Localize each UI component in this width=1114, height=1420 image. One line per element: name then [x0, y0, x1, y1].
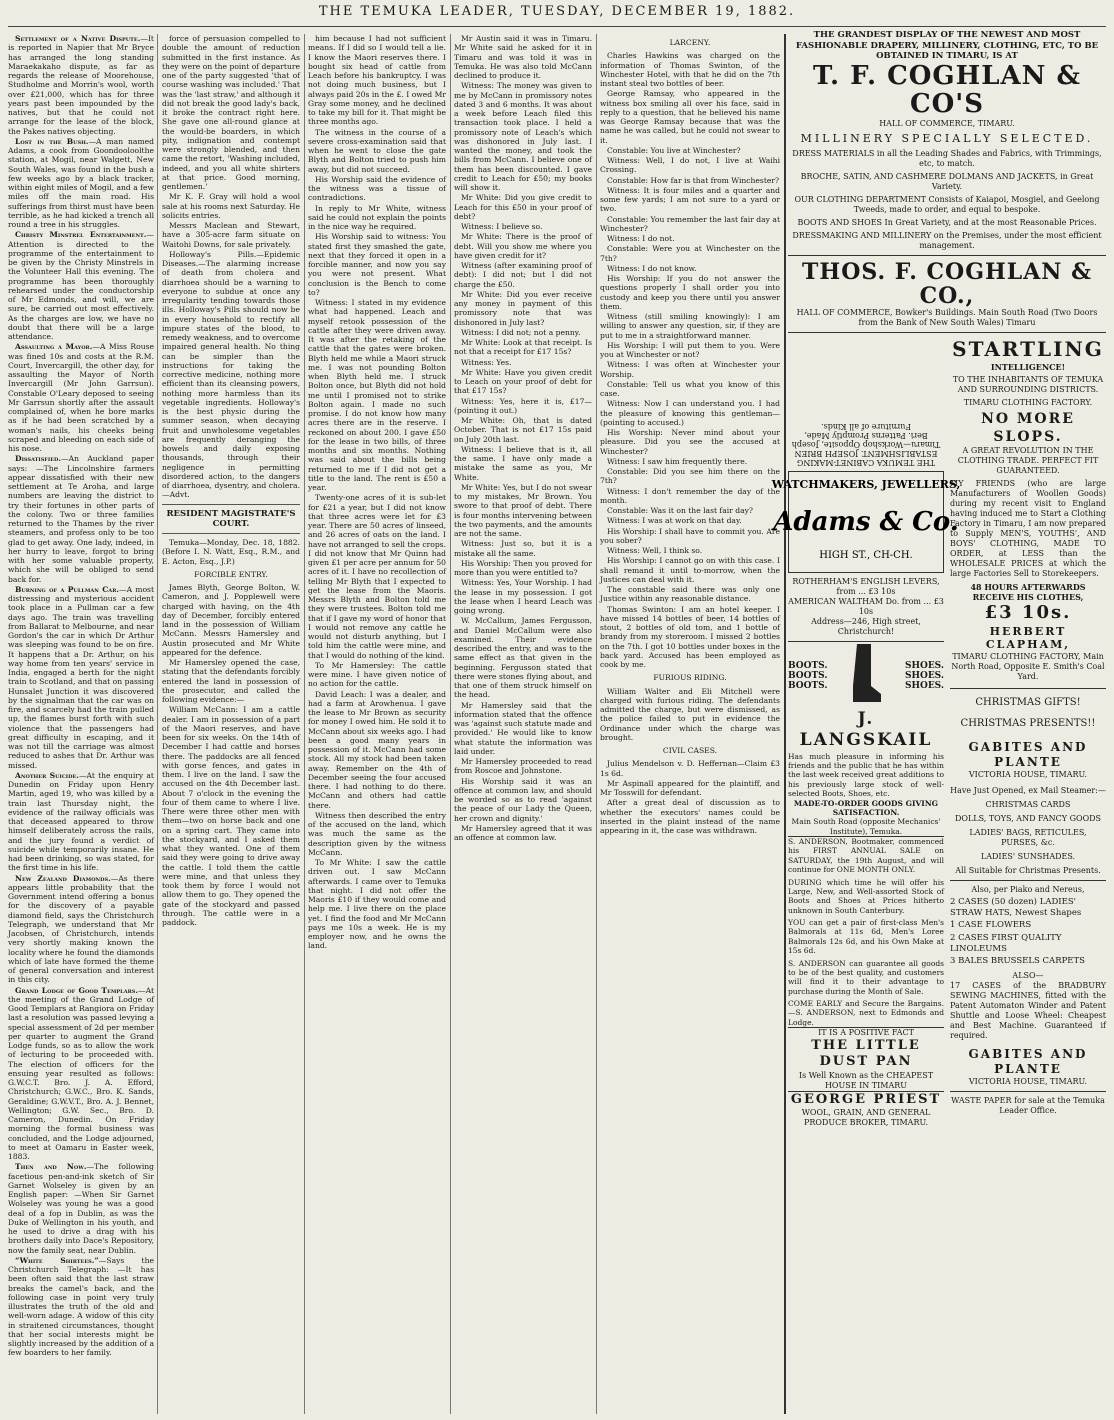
- paragraph-text: —An Auckland paper says: —The Lincolnshire farmers appear dissatisfied with their new settlement at Te Aroha, and large numbers are leaving the district to try their fortunes in other parts of the colony. Two or three families returned to the Thames by the river steamers, and profess only to be too glad to get away. One lady, indeed, in her hurry to leave, forgot to bring with her some valuable property, which she will be obliged to send back for.: [8, 454, 154, 584]
- anderson-3: YOU can get a pair of first-class Men's Balmorals at 11s 6d, Men's Loree Balmorals 12s 6d, and his Own Make at 15s 6d.: [788, 918, 944, 956]
- paragraph: [600, 186, 780, 214]
- ad-rule: [950, 688, 1106, 689]
- paragraph-text: Witness: I did not; not a penny.: [461, 327, 581, 337]
- coghlan-heading: THE GRANDEST DISPLAY OF THE NEWEST AND MOST FASHIONABLE DRAPERY, MILLINERY, CLOTHING, ETC, TO BE OBTAINED IN TIMARU, IS AT: [795, 30, 1099, 62]
- paragraph-text: —Says the Christchurch Telegraph: —It has been often said that the last straw breaks the camel's back, and the following case in point very truly illustrates the truth of the old and well-worn adage. A widow of this city in straitened circumstances, thought that her social interests might be slightly increased by the addition of a few boarders to her family.: [8, 1255, 154, 1358]
- paragraph: [454, 222, 592, 231]
- paragraph-text: Constable: Tell us what you know of this case.: [600, 379, 780, 398]
- paragraph-heading: Another Suicide.: [15, 770, 79, 780]
- clapham-name: HERBERT CLAPHAM,: [985, 624, 1071, 652]
- paragraph-text: Witness: I do not.: [607, 234, 675, 243]
- paragraph: [454, 397, 592, 416]
- ads-left-column: [771, 337, 961, 1128]
- paragraph-text: Constable: Was it on the last fair day?: [607, 506, 753, 515]
- paragraph: [162, 705, 300, 927]
- paragraph: [600, 467, 780, 486]
- column-1: [8, 34, 154, 1414]
- goods-list-item: 1 CASE FLOWERS: [950, 920, 1032, 931]
- paragraph: [600, 341, 780, 360]
- paragraph: [454, 701, 592, 757]
- goods-list-item: 2 CASES FIRST QUALITY LINOLEUMS: [950, 933, 1062, 954]
- startling-sub: INTELLIGENCE!: [990, 362, 1066, 373]
- coghlan-name: T. F. COGHLAN & CO'S: [813, 60, 1081, 120]
- clapham-address: TIMARU CLOTHING FACTORY, Main North Road, Opposite E. Smith's Coal Yard.: [951, 652, 1105, 682]
- paragraph-text: To Mr White: I saw the cattle driven out. I saw McCann afterwards. I came over to Temuka that night. I did not offer the Maoris £10 if they would come and help me. I live there on the place yet. I find the food and Mr McCann pays me 10s a week. He is my employer now, and he owns the land.: [308, 858, 446, 951]
- rotherham-line: ROTHERHAM'S ENGLISH LEVERS, from ... £3 10s: [792, 577, 940, 597]
- hours-text: 48 HOURS AFTERWARDS RECEIVE HIS CLOTHES,: [970, 582, 1086, 603]
- paragraph-text: Holloway's Pills.—Epidemic Diseases.—The alarming increase of death from cholera and diarrhoea should be a warning to everyone to subdue at once any irregularity tending towards those ills. Holloway's Pills should now be in every household to rectify all impure states of the blood, to remedy weakness, and to overcome impaired general health. No thing can be simpler than the instructions for taking the corrective medicine, nothing more efficient than its cleansing powers, nothing more harmless than its vegetable ingredients. Holloway's is the best physic during the summer season, when decaying fruit and unwholesome vegetables are frequently deranging the bowels and daily exposing thousands, through their negligence in permitting disordered action, to the dangers of diarrhoea, dysentry, and cholera.—Advt.: [162, 249, 300, 500]
- paragraph-heading: Christy Minstrel Entertainment.: [15, 230, 147, 240]
- paragraph: [308, 811, 446, 857]
- christmas-gifts: CHRISTMAS GIFTS!: [975, 697, 1081, 709]
- paragraph-text: Constable: You live at Winchester?: [607, 145, 741, 155]
- paragraph: [454, 328, 592, 337]
- christmas-presents: CHRISTMAS PRESENTS!!: [960, 717, 1096, 729]
- ads-split: [771, 337, 1106, 1128]
- adams-location: HIGH ST., CH-CH.: [819, 550, 913, 562]
- sewing-text: 17 CASES of the BRADBURY SEWING MACHINES, fitted with the Patent Automaton Winder and Patent Shuttle and Loose Wheel: Cheapest and Best Machine. Guaranteed if required.: [950, 980, 1106, 1040]
- coghlan-hall: HALL OF COMMERCE, TIMARU.: [879, 119, 1015, 129]
- no-more-slops: NO MORE SLOPS.: [981, 411, 1075, 445]
- paragraph-heading: Lost in the Bush.: [15, 136, 89, 146]
- paragraph-text: Witness (after examining proof of debt): I did not; but I did not charge the £50.: [454, 261, 592, 289]
- paragraph-text: His Worship said to witness: You stated first they smashed the gate, next that they forced it open in a forcible manner, and now you say you were not present. What conclusion is the Bench to come to?: [308, 232, 446, 297]
- paragraph: [454, 232, 592, 260]
- paragraph-text: James Blyth, George Bolton, W. Cameron, and J. Popplewell were charged with having, on the 4th day of December, forcibly entered land in the possession of William McCann. Messrs Hamersley and Austin prosecuted and Mr White appeared for the defence.: [162, 583, 300, 657]
- factory-title: TIMARU CLOTHING FACTORY.: [963, 398, 1093, 408]
- paragraph: [8, 1256, 154, 1358]
- paragraph: [308, 175, 446, 203]
- paragraph: [600, 779, 780, 798]
- paragraph: [162, 250, 300, 500]
- startling-title: STARTLING: [952, 337, 1104, 362]
- anderson-4: S. ANDERSON can guarantee all goods to be of the best quality, and customers will find it to their advantage to purchase during the Month of Sale.: [788, 958, 944, 996]
- coghlan-ad: [788, 30, 1106, 333]
- paragraph: [600, 312, 780, 340]
- column-divider: [596, 34, 597, 1414]
- paragraph-text: —A most distressing and mysterious accident took place in a Pullman car a few days ago. The train was travelling from Ballarat to Melbourne, and near Gordon's the car in which Dr Arthur was sleeping was found to be on fire. It happens that a Dr. Arthur, on his way home from ten years' service in India, engaged a berth for the night train to Scotland, and that on passing Hunsalet Junction it was discovered by the signalman that the car was on fire, and scarcely had the train pulled up, the flames burst forth with such violence that the passengers had great difficulty in escaping, and it was not till the carriage was almost reduced to ashes that Dr. Arthur was missed.: [8, 584, 154, 770]
- paragraph-text: His Worship: If you do not answer the questions properly I shall order you into custody and keep you there until you answer them.: [600, 274, 780, 311]
- paragraph-text: Witness: Yes.: [461, 357, 512, 367]
- opened-text: Have Just Opened, ex Mail Steamer:—: [950, 786, 1106, 796]
- paragraph: [600, 244, 780, 263]
- dolls-text: DOLLS, TOYS, AND FANCY GOODS: [954, 814, 1102, 824]
- anderson-5: COME EARLY and Secure the Bargains.—S. ANDERSON, next to Edmonds and Lodge.: [788, 999, 944, 1027]
- langskail-custom: MADE-TO-ORDER GOODS GIVING SATISFACTION.: [793, 798, 939, 817]
- paragraph: [600, 399, 780, 427]
- paragraph-text: —A Miss Rouse was fined 10s and costs at the R.M. Court, Invercargill, the other day, for assaulting the Mayor of North Invercargill (Mr John Garrsun). Constable O'Leary deposed to seeing Mr Garrsun shortly after the assault complained of, when he bore marks as if he had been scratched by a woman's nails, his cheeks being scraped and bleeding on each side of his nose.: [8, 342, 154, 453]
- goods-list-item: 3 BALES BRUSSELS CARPETS: [950, 956, 1086, 967]
- paragraph-heading: Dissatisfied.: [15, 454, 61, 464]
- paragraph-text: Constable: You remember the last fair day at Winchester?: [600, 214, 780, 233]
- paragraph-text: Mr White: Yes, but I do not swear to my mistakes, Mr Brown. You swore to that proof of debt. There is four months intervening between the two payments, and the amounts are not the same.: [454, 482, 593, 538]
- paragraph-text: His Worship: I shall have to commit you. Are you sober?: [600, 526, 780, 545]
- paragraph: [454, 416, 592, 444]
- masthead: THE TEMUKA LEADER, TUESDAY, DECEMBER 19, 1882.: [318, 4, 796, 19]
- inverted-advert: THE TEMUKA CABINET-MAKING ESTABLISHMENT. JOSEPH BRIEN Timaru—Workshop Opposite, Joseph Beri. Patterns Promptly Made, Furniture of all Kinds.: [791, 422, 941, 468]
- paragraph-text: —At the meeting of the Grand Lodge of Good Templars at Rangiora on Friday last a resolution was passed levying a special assessment of 2d per member per quarter to augment the Grand Lodge funds, so as to allow the work of lecturing to be proceeded with. The election of officers for the ensuing year resulted as follows: G.W.C.T. Bro. J. A. Efford, Christchurch; G.W.C., Bro. K. Sands, Geraldine; G.W.V.T., Bro. A. J. Bennet, Wellington; G.W. Sec., Bro. D. Cameron, Dunedin. On Friday morning the formal business was concluded, and the Lodge adjourned, to meet at Oamaru in Easter week, 1883.: [8, 985, 154, 1161]
- paragraph: [454, 539, 592, 558]
- paragraph-heading: Assaulting a Mayor.: [15, 342, 93, 352]
- gabites-name-2: GABITES AND PLANTE: [968, 1046, 1088, 1076]
- ads-right-column: [950, 337, 1106, 1128]
- subheading: FURIOUS RIDING.: [653, 673, 727, 683]
- paragraph-text: Temuka—Monday, Dec. 18, 1882. (Before I. N. Watt, Esq., R.M., and E. Acton, Esq., J.P.): [162, 538, 300, 566]
- sunshades-text: LADIES' SUNSHADES.: [980, 852, 1076, 862]
- paragraph: [600, 585, 780, 604]
- paragraph-text: W. McCallum, James Fergusson, and Daniel McCallum were also examined. Their evidence described the entry, and was to the same effect as that given in the beginning. Fergusson stated that there were stones flying about, and that one of them struck himself on the head.: [454, 616, 592, 700]
- paragraph-text: Mr Hamersley opened the case, stating that the defendants forcibly entered the land in possession of the prosecutor, and called the following evidence:—: [162, 658, 300, 705]
- paragraph: [8, 454, 154, 584]
- bags-text: LADIES' BAGS, RETICULES, PURSES, &c.: [969, 828, 1087, 848]
- revolution-text: A GREAT REVOLUTION IN THE CLOTHING TRADE. PERFECT FIT GUARANTEED.: [957, 446, 1099, 476]
- paragraph: [600, 380, 780, 399]
- paragraph-heading: “White Shirtees.”: [15, 1255, 99, 1265]
- paragraph: [454, 559, 592, 578]
- watchmakers-text: WATCHMAKERS, JEWELLERS,: [771, 478, 961, 492]
- paragraph-text: His Worship: I cannot go on with this case. I shall remand it until to-morrow, when the Justices can deal with it.: [600, 556, 780, 584]
- dustpan-ad: [788, 1028, 944, 1091]
- paragraph: [8, 874, 154, 985]
- adams-logo-graphic: [771, 472, 961, 572]
- gabites-name: GABITES AND PLANTE: [968, 740, 1088, 770]
- advertisements: [771, 30, 1106, 1416]
- ad-rule: [788, 255, 1106, 256]
- cards-text: CHRISTMAS CARDS: [985, 800, 1071, 810]
- paragraph-text: Mr White: Did you ever receive any money in payment of this promissory note that was dishonored in July last?: [454, 289, 592, 327]
- langskail-ad: [788, 709, 944, 836]
- paragraph: [454, 81, 592, 192]
- paragraph: [162, 192, 300, 220]
- paragraph-text: Witness: I stated in my evidence what had happened. Leach and myself retook possession of the cattle after they were driven away. It was after the retaking of the cattle that the gates were broken. Blyth held me while a Maori struck me. I was not pounding Bolton when Blyth held me. I struck Bolton once, but Blyth did not hold me until I promised not to strike Bolton again. I made no such promise. I do not know how many acres there are in the reserve. I reckoned on about 200. I gave £50 for the lease in two bills, of three months and six months. Nothing was said about the bills being returned to me if I did not get a title to the land. The rent is £50 a year.: [308, 298, 446, 492]
- paragraph-text: His Worship: Then you proved for more than you were entitled to?: [454, 558, 592, 577]
- column-5: [600, 34, 780, 1414]
- paragraph: [308, 493, 446, 660]
- paragraph: [600, 516, 780, 525]
- paragraph-text: him because I had not sufficient means. If I did so I would tell a lie. I know the Maori reserves there. I bought six head of cattle from Leach before his bankruptcy. I was not doing much business, but I always paid 20s in the £. I owed Mr Gray some money, and he declined to take my bill for it. That might be three months ago.: [308, 34, 446, 127]
- startling-ad: [950, 337, 1106, 682]
- waltham-line: AMERICAN WALTHAM Do. from ... £3 10s: [788, 597, 944, 617]
- paragraph: [600, 556, 780, 584]
- paragraph: [454, 290, 592, 327]
- paragraph: [8, 771, 154, 873]
- paragraph-text: William McCann: I am a cattle dealer. I am in possession of a part of the Maori reserves, and have been for six weeks. On the 14th of December I had cattle and horses there. The paddocks are all fenced with gorse fences, and gates in them. I live on the land. I saw the accused on the 4th December last. About 7 o'clock in the evening the four of them came to where I live. There were three other men with them—two on horse back and one on a spring cart. They came into the stockyard, and I asked them what they wanted. One of them said they were going to drive away the cattle. I told them the cattle were mine, and that unless they took them by force I would not allow them to go. They opened the gate of the stockyard and passed through. The cattle were in a paddock.: [162, 705, 300, 928]
- paragraph-text: Witness: Yes, here it is, £17—(pointing it out.): [454, 396, 592, 415]
- paragraph-text: Mr Aspinall appeared for the plaintiff, and Mr Tosswill for defendant.: [600, 778, 780, 797]
- paragraph-text: Mr Austin said it was in Timaru. Mr White said he asked for it in Timaru and was told it was in Temuka. He was also told McCann declined to produce it.: [454, 34, 592, 80]
- paragraph: [162, 34, 300, 191]
- boots-text: BOOTS. BOOTS. BOOTS.: [788, 660, 828, 691]
- section-title: RESIDENT MAGISTRATE'S COURT.: [166, 508, 296, 529]
- paragraph-text: Witness then described the entry of the accused on the land, which was much the same as the description given by the witness McCann.: [308, 810, 446, 857]
- paragraph: [600, 487, 780, 506]
- paragraph: [308, 204, 446, 232]
- paragraph-text: Twenty-one acres of it is sub-let for £21 a year, but I did not know that three acres were let for £3 year. There are 50 acres of linseed, and 26 acres of oats on the land. I have not arranged to sell the crops. I did not know that Mr Quinn had given £1 per acre per annum for 50 acres of it. I have no recollection of telling Mr Blyth that I expected to get the lease from the Maoris. Messrs Blyth and Bolton told me they were trustees. Bolton told me that if I gave my word of honor that I would not remove any cattle he would not disturb anything, but I told him the cattle were mine, and that I would do nothing of the kind.: [308, 493, 446, 660]
- price-text: £3 10s.: [984, 602, 1072, 624]
- column-3: [308, 34, 446, 1414]
- paragraph: [600, 51, 780, 88]
- paragraph-text: Witness: I believe that is it, all the same. I have only made a mistake the same as you, Mr White.: [454, 444, 592, 482]
- paragraph-text: Witness: I believe so.: [461, 222, 543, 231]
- anderson-2: DURING which time he will offer his Large, New, and Well-assorted Stock of Boots and Shoes at Prices hitherto unknown in South Canterbury.: [788, 877, 944, 915]
- section-rule: [162, 504, 300, 505]
- paragraph-text: Witness: I saw him frequently there.: [607, 456, 748, 466]
- langskail-name: J. LANGSKAIL: [799, 709, 933, 751]
- column-divider: [157, 34, 158, 1414]
- paragraph: [600, 274, 780, 311]
- paragraph-text: George Ramsay, who appeared in the witness box smiling all over his face, said in reply to a question, that he believed his name was George Ramsay because that was the name he was called, but he could not swear to it.: [600, 89, 780, 145]
- coghlan2-name: THOS. F. COGHLAN & CO.,: [802, 258, 1092, 309]
- paragraph: [600, 146, 780, 155]
- paragraph-text: Witness: It is four miles and a quarter and some few yards; I am not sure to a yard or two.: [600, 185, 780, 214]
- paragraph: [8, 230, 154, 341]
- paragraph: [454, 338, 592, 357]
- paragraph-heading: Grand Lodge of Good Templars.: [15, 985, 138, 995]
- paragraph: [600, 264, 780, 273]
- also-text: ALSO—: [1012, 970, 1044, 980]
- dustpan-text: Is Well Known as the CHEAPEST HOUSE IN TIMARU: [798, 1070, 934, 1090]
- paragraph-text: Witness: Just so, but it is a mistake all the same.: [454, 539, 592, 558]
- paragraph-text: His Worship: I will put them to you. Were you at Winchester or not?: [600, 340, 780, 359]
- paragraph: [162, 583, 300, 657]
- paragraph: [8, 342, 154, 453]
- paragraph-text: David Leach: I was a dealer, and had a farm at Arowhenua. I gave the lease to Mr Brown as security for money I owed him. He sold it to McCann about six weeks ago. I had been a good many years in possession of it. McCann had some stock. All my stock had been taken away. Remember on the 4th of December seeing the four accused there. I had nothing to do there. McCann and others had cattle there.: [308, 689, 446, 810]
- boot-icon: [849, 642, 883, 709]
- waste-paper: WASTE PAPER for sale at the Temuka Leader Office.: [951, 1095, 1105, 1115]
- coghlan-dress: DRESS MATERIALS in all the Leading Shades and Fabrics, with Trimmings, etc, to match.: [792, 148, 1102, 168]
- paragraph-text: Witness (still smiling knowingly): I am willing to answer any question, sir, if they are put to me in a straightforward manner.: [600, 312, 780, 340]
- paragraph-heading: Then and Now.: [15, 1162, 87, 1172]
- victoria-house-2: VICTORIA HOUSE, TIMARU.: [968, 1076, 1088, 1086]
- goods-list: [950, 897, 1106, 967]
- adams-logo: [771, 471, 961, 573]
- paragraph: [8, 1162, 154, 1255]
- langskail-address: Main South Road (opposite Mechanics' Institute), Temuka.: [791, 817, 941, 836]
- paragraph-heading: New Zealand Diamonds.: [15, 873, 111, 883]
- paragraph: [454, 358, 592, 367]
- paragraph-text: Mr White: Look at that receipt. Is not that a receipt for £17 15s?: [454, 338, 592, 357]
- paragraph: [454, 261, 592, 289]
- ad-rule: [950, 880, 1106, 881]
- boots-banner: [788, 642, 944, 709]
- column-divider: [450, 34, 451, 1414]
- coghlan-millinery: MILLINERY SPECIALLY SELECTED.: [800, 132, 1094, 146]
- anderson-ad: [788, 837, 944, 1027]
- paragraph-text: Mr K. F. Gray will hold a wool sale at his rooms next Saturday. He solicits entries.: [162, 192, 300, 220]
- paragraph: [600, 506, 780, 515]
- priest-text: WOOL, GRAIN, AND GENERAL PRODUCE BROKER, TIMARU.: [801, 1107, 931, 1127]
- paragraph: [454, 34, 592, 80]
- victoria-house: VICTORIA HOUSE, TIMARU.: [968, 770, 1088, 780]
- paragraph: [600, 176, 780, 185]
- ad-rule: [788, 332, 1106, 333]
- paragraph: [308, 858, 446, 951]
- masthead-rule: [8, 26, 1106, 27]
- paragraph-text: —The following facetious pen-and-ink sketch of Sir Garnet Wolseley is given by an English paper: —When Sir Garnet Wolseley was young he was a good deal of a fop in Dublin, as was the Duke of Wellington in his youth, and he used to drive a drag with his brothers daily into Dace's Repository, now the family seat, near Dublin.: [8, 1162, 155, 1255]
- section-rule: [162, 533, 300, 534]
- paragraph-text: —Attention is directed to the programme of the entertainment to be given by the Christy Minstrels in the Volunteer Hall this evening. The programme has been thoroughly rehearsed under the conductorship of Mr Edmonds, and will, we are sure, be carried out most effectively. As the charges are low, we have no doubt that there will be a large attendance.: [8, 230, 154, 341]
- paragraph-text: Mr White: Did you give credit to Leach for this £50 in your proof of debt?: [454, 193, 592, 221]
- paragraph: [600, 457, 780, 466]
- paragraph-text: The witness in the course of a severe cross-examination said that when he went to close the gate Blyth and Bolton tried to push him away, but did not succeed.: [308, 127, 446, 174]
- goods-list-item: 2 CASES (50 dozen) LADIES' STRAW HATS, Newest Shapes: [950, 897, 1082, 918]
- paragraph-text: His Worship said it was an offence at common law, and should be worded so as to read 'against the peace of our Lady the Queen, her crown and dignity.': [454, 776, 592, 823]
- paragraph: [454, 757, 592, 776]
- paragraph-text: Messrs Maclean and Stewart, have a 305-acre farm situate on Waitohi Downs, for sale privately.: [162, 221, 300, 249]
- paragraph-text: Mr White: Oh, that is dated October. That is not £17 15s paid on July 20th last.: [454, 416, 592, 444]
- paragraph: [308, 128, 446, 174]
- paragraph-text: Witness: Well, I think so.: [607, 546, 703, 555]
- paragraph: [454, 368, 592, 396]
- column-4: [454, 34, 592, 1414]
- suitable-text: All Suitable for Christmas Presents.: [955, 866, 1101, 876]
- coghlan-clothing: OUR CLOTHING DEPARTMENT Consists of Kaiapoi, Mosgiel, and Geelong Tweeds, made to order, and equal to bespoke.: [794, 194, 1100, 214]
- paragraph-text: Witness: I was often at Winchester your Worship.: [600, 360, 780, 379]
- coghlan2-address: HALL OF COMMERCE, Bowker's Buildings. Main South Road (Two Doors from the Bank of New South Wales) Timaru: [796, 308, 1098, 328]
- paragraph: [454, 616, 592, 699]
- paragraph-text: Witness: I don't remember the day of the month.: [600, 486, 780, 505]
- paragraph-text: —A man named Adams, a cook from Goondooloolthe station, at Mogil, near Walgett, New South Wales, was found in the bush a few weeks ago by a black tracker, within eight miles of Mogil, and a few miles off the main road. His sufferings from thirst must have been terrible, as he had kicked a trench all round a tree in his struggles.: [8, 136, 154, 229]
- paragraph-text: Constable: Were you at Winchester on the 7th?: [600, 244, 780, 263]
- paragraph: [600, 428, 780, 456]
- paragraph: [600, 89, 780, 145]
- paragraph: [600, 527, 780, 546]
- paragraph: [454, 824, 592, 843]
- paragraph-text: Witness: Now I can understand you. I had the pleasure of knowing this gentleman—(pointing to accused.): [600, 399, 780, 427]
- paragraph-text: Witness: The money was given to me by McCann in promissory notes dated 3 and 6 months. It was about a week before Leach filed this transaction took place. I held a promissory note of Leach's which was dishonored in July last. I wanted the money, and took the bills from McCann. I believe one of them has been discounted. I gave credit to Leach for £50; my books will show it.: [454, 81, 592, 192]
- paragraph: [600, 234, 780, 243]
- paragraph: [600, 687, 780, 743]
- adams-name: Adams & Co.: [773, 507, 959, 538]
- paragraph-text: Constable: How far is that from Winchester?: [607, 175, 780, 185]
- paragraph: [8, 137, 154, 230]
- coghlan-boots: BOOTS AND SHOES In Great Variety, and at the most Reasonable Prices.: [797, 217, 1097, 227]
- paragraph-text: After a great deal of discussion as to whether the executors' names could be inserted in the plaint instead of the name appearing in it, the case was withdrawn.: [600, 798, 780, 835]
- paragraph: [454, 193, 592, 221]
- paragraph-text: —It is reported in Napier that Mr Bryce has arranged the long standing Maraekakaho dispute, as far as regards the release of Moorehouse, Studholme and Morrin's wool, worth over £21,000, which has for three years past been impounded by the natives, but that he could not arrange for the lease of the block, the Pakes natives objecting.: [8, 34, 154, 136]
- paragraph-text: His Worship said the evidence of the witness was a tissue of contradictions.: [308, 174, 446, 203]
- paragraph-text: Mr White: There is the proof of debt. Will you show me where you have given credit for it?: [454, 232, 592, 260]
- paragraph-heading: Settlement of a Native Dispute.: [15, 34, 141, 43]
- positive-fact: IT IS A POSITIVE FACT: [818, 1028, 914, 1038]
- priest-ad: [788, 1092, 944, 1128]
- paragraph: [454, 777, 592, 823]
- column-divider: [304, 34, 305, 1414]
- anderson-1: S. ANDERSON, Bootmaker, commenced his FIRST ANNUAL SALE on SATURDAY, the 19th August, and will continue for ONE MONTH ONLY.: [788, 837, 944, 875]
- paragraph-text: In reply to Mr White, witness said he could not explain the points in the nice way he required.: [308, 203, 446, 231]
- column-2: [162, 34, 300, 1414]
- paragraph-text: force of persuasion compelled to double the amount of reduction submitted in the first instance. As they were on the point of departure one of the party suggested 'that of course washing was included.' That was the 'last straw,' and although it did not break the good lady's back, it broke the contract right here. She gave one all-round glance at the would-be boarders, in which pity, indignation and contempt were strongly blended, and then came the retort, 'Washing included, indeed, and you all white shirters at that price. Good morning, gentlemen.': [162, 34, 300, 191]
- paragraph: [600, 546, 780, 555]
- adams-address: Address—246, High street, Christchurch!: [811, 617, 921, 637]
- langskail-text: Has much pleasure in informing his friends and the public that he has within the last week received great additions to his previously large stock of well-selected Boots, Shoes, etc.: [788, 751, 944, 799]
- paragraph: [162, 538, 300, 566]
- paragraph: [600, 759, 780, 778]
- paragraph-text: William Walter and Eli Mitchell were charged with furious riding. The defendants admitted the charge, but were dismissed, as the police failed to put in evidence the Ordinance under which the charge was brought.: [600, 686, 780, 742]
- friends-text: MY FRIENDS (who are large Manufacturers of Woollen Goods) during my recent visit to England having induced me to Start a Clothing Factory in Timaru, I am now prepared to Supply MEN'S, YOUTHS', AND BOYS' CLOTHING, MADE TO ORDER, at LESS than the WHOLESALE PRICES at which the large Factories Sell to Storekeepers.: [950, 479, 1106, 579]
- paragraph: [8, 986, 154, 1162]
- paragraph: [8, 34, 154, 136]
- paragraph: [162, 221, 300, 249]
- paragraph-text: Mr Hamersley proceeded to read from Roscoe and Johnstone.: [454, 757, 592, 776]
- paragraph: [308, 232, 446, 297]
- paragraph: [600, 156, 780, 175]
- paragraph-text: Thomas Swinton: I am an hotel keeper. I have missed 14 bottles of beer, 14 bottles of stout, 2 bottles of old tom, and 1 bottle of brandy from my storeroom. I missed 2 bottles on the 7th. I got 10 bottles under boxes in the back yard. Accused has been employed as cook by me.: [600, 604, 780, 669]
- paragraph: [308, 690, 446, 810]
- subheading: LARCENY.: [669, 38, 711, 47]
- subheading: CIVIL CASES.: [662, 746, 718, 755]
- priest-name: GEORGE PRIEST: [790, 1091, 942, 1107]
- paragraph-text: Witness: I do not know.: [607, 263, 697, 273]
- paragraph: [308, 298, 446, 492]
- ad-rule: [950, 1091, 1106, 1092]
- paragraph-text: Charles Hawkins was charged on the information of Thomas Swinton, of the Winchester Hotel, with that he did on the 7th instant steal two bottles of beer.: [600, 51, 780, 88]
- paragraph: [454, 445, 592, 482]
- paragraph: [454, 483, 592, 539]
- paragraph-text: —At the enquiry at Dunedin on Friday upon Henry Martin, aged 19, who was killed by a train last Thursday night, the evidence of the railway officials was that deceased appeared to throw himself deliberately across the rails, and the jury found a verdict of suicide while temporarily insane. He had been drinking, so was stated, for the first time in his life.: [8, 770, 154, 873]
- ads-divider: [784, 34, 786, 1414]
- shoes-text: SHOES. SHOES. SHOES.: [904, 660, 944, 691]
- paragraph-text: His Worship: Never mind about your pleasure. Did you see the accused at Winchester?: [600, 428, 780, 456]
- paragraph-text: Julius Mendelson v. D. Heffernan—Claim £3 1s 6d.: [600, 759, 780, 778]
- subheading: FORCIBLE ENTRY.: [194, 569, 268, 579]
- paragraph: [600, 360, 780, 379]
- paragraph: [454, 578, 592, 615]
- paragraph-text: Mr Hamersley agreed that it was an offence at common law.: [454, 823, 592, 842]
- paragraph: [8, 585, 154, 770]
- paragraph-text: To Mr Hamersley: The cattle were mine. I have given notice of no action for the cattle.: [308, 660, 446, 689]
- paragraph-text: Witness: I was at work on that day.: [607, 516, 742, 526]
- coghlan-dressmaking: DRESSMAKING AND MILLINERY on the Premises, under the most efficient management.: [792, 230, 1102, 250]
- paragraph-heading: Burning of a Pullman Car.: [15, 584, 119, 594]
- paragraph-text: —As there appears little probability that the Government intend offering a bonus for the discovery of a payable diamond field, says the Christchurch Telegraph, we understand that Mr Jacobsen, of Christchurch, intends very shortly making known the locality where he found the diamonds which of late have formed the theme of general conversation and interest in this city.: [8, 873, 155, 985]
- paragraph: [162, 658, 300, 704]
- paragraph: [308, 34, 446, 127]
- paragraph: [308, 661, 446, 689]
- paragraph-text: Mr White: Have you given credit to Leach on your proof of debt for that £17 15s?: [454, 367, 592, 396]
- dustpan-name: THE LITTLE DUST PAN: [811, 1038, 921, 1070]
- paragraph: [600, 215, 780, 234]
- coghlan-broche: BROCHE, SATIN, AND CASHMERE DOLMANS AND JACKETS, in Great Variety.: [800, 171, 1094, 191]
- paragraph-text: The constable said there was only one Justice within any reasonable distance.: [600, 585, 780, 604]
- paragraph-text: Mr Hamersley said that the information stated that the offence was 'against such statute made and provided.' He would like to know what statute the information was laid under.: [454, 700, 592, 756]
- pianos-text: Also, per Piako and Nereus,: [971, 885, 1085, 895]
- paragraph-text: Witness: Yes, Your Worship. I had the lease in my possession. I got the lease when I heard Leach was going wrong.: [454, 578, 592, 615]
- startling-to: TO THE INHABITANTS OF TEMUKA AND SURROUNDING DISTRICTS.: [952, 375, 1104, 395]
- paragraph-text: Constable: Did you see him there on the 7th?: [600, 467, 780, 486]
- paragraph-text: Witness: Well, I do not, I live at Waihi Crossing.: [600, 156, 780, 175]
- christmas-ad: [950, 697, 1106, 1116]
- paragraph: [600, 798, 780, 835]
- paragraph: [600, 605, 780, 670]
